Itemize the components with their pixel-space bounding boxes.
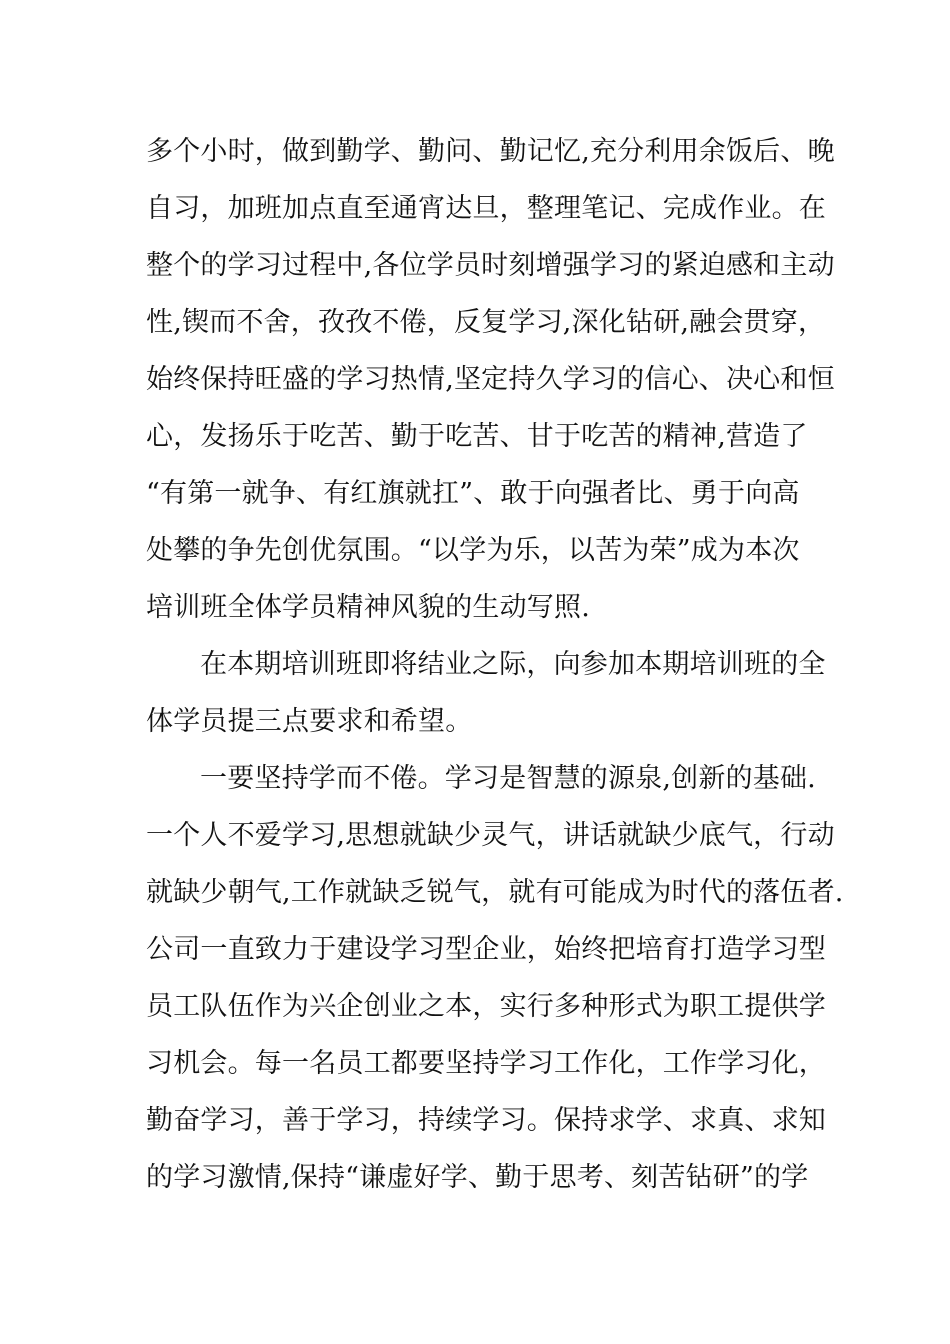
text-line: 心，发扬乐于吃苦、勤于吃苦、甘于吃苦的精神,营造了: [146, 421, 808, 452]
text-line: 整个的学习过程中,各位学员时刻增强学习的紧迫感和主动: [146, 250, 835, 281]
text-line: 习机会。每一名员工都要坚持学习工作化，工作学习化，: [146, 1048, 826, 1079]
text-line: 勤奋学习，善于学习，持续学习。保持求学、求真、求知: [146, 1105, 826, 1136]
text-line: 体学员提三点要求和希望。: [146, 706, 473, 737]
text-line: 始终保持旺盛的学习热情,坚定持久学习的信心、决心和恒: [146, 364, 835, 395]
text-line: “有第一就争、有红旗就扛”、敢于向强者比、勇于向高: [146, 478, 800, 509]
text-line: 就缺少朝气,工作就缺乏锐气，就有可能成为时代的落伍者.: [146, 877, 844, 908]
text-line: 培训班全体学员精神风貌的生动写照.: [146, 592, 590, 623]
text-line: 一个人不爱学习,思想就缺少灵气，讲话就缺少底气，行动: [146, 820, 835, 851]
text-line: 公司一直致力于建设学习型企业，始终把培育打造学习型: [146, 934, 826, 965]
text-line: 的学习激情,保持“谦虚好学、勤于思考、刻苦钻研”的学: [146, 1162, 809, 1193]
paragraph-first-line: 在本期培训班即将结业之际，向参加本期培训班的全: [200, 649, 826, 680]
text-line: 员工队伍作为兴企创业之本，实行多种形式为职工提供学: [146, 991, 826, 1022]
text-line: 自习，加班加点直至通宵达旦，整理笔记、完成作业。在: [146, 193, 826, 224]
paragraph-first-line: 一要坚持学而不倦。学习是智慧的源泉,创新的基础.: [200, 763, 816, 794]
text-line: 多个小时，做到勤学、勤问、勤记忆,充分利用余饭后、晚: [146, 136, 835, 167]
text-line: 处攀的争先创优氛围。“以学为乐，以苦为荣”成为本次: [146, 535, 800, 566]
text-line: 性,锲而不舍，孜孜不倦，反复学习,深化钻研,融会贯穿，: [146, 307, 826, 338]
